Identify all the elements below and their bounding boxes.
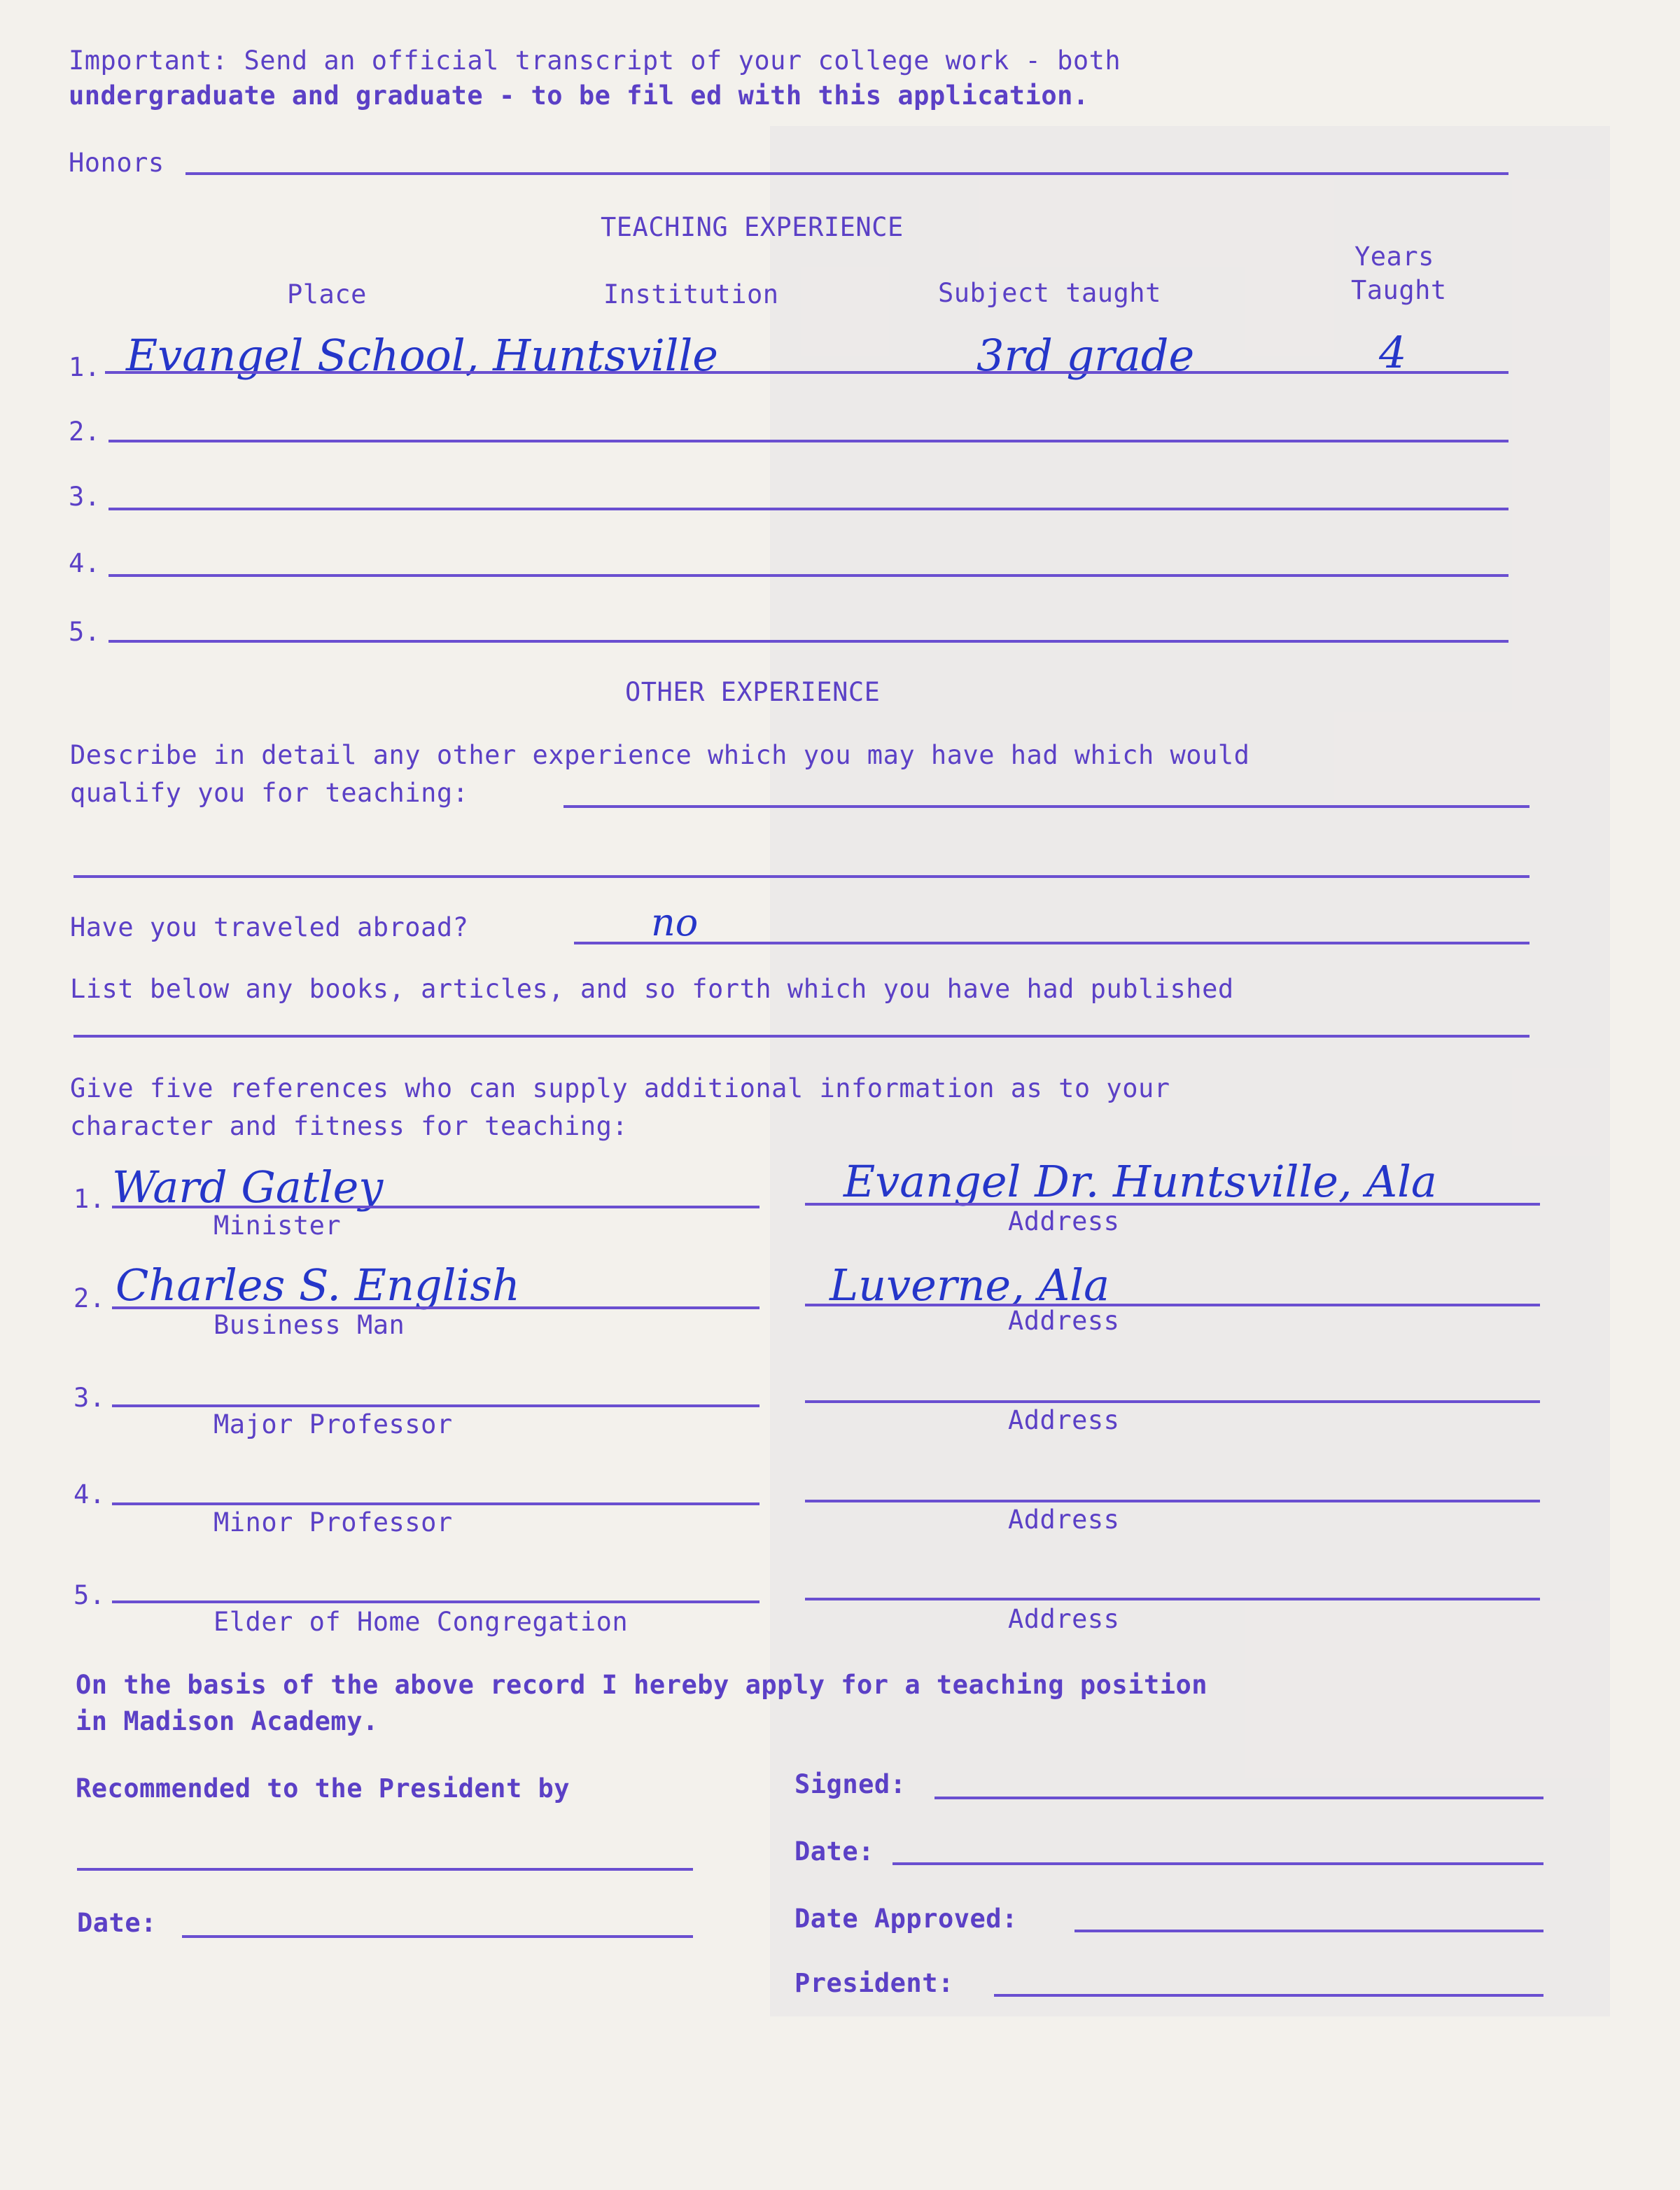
ref-4-num: 4. (74, 1479, 106, 1509)
ref-1-address: Evangel Dr. Huntsville, Ala (844, 1156, 1437, 1207)
abroad-line (574, 942, 1530, 944)
published-line (74, 1035, 1530, 1038)
other-describe-1: Describe in detail any other experience which you may have had which would (70, 740, 1250, 770)
date-label: Date: (77, 1908, 157, 1938)
teaching-row-5-num: 5. (69, 617, 101, 647)
date-right-label: Date: (794, 1836, 874, 1867)
teaching-row-2-num: 2. (69, 417, 101, 447)
other-describe-line-2 (74, 875, 1530, 878)
ref-5-num: 5. (74, 1580, 106, 1610)
signed-line (934, 1797, 1544, 1799)
col-years-2: Taught (1351, 275, 1447, 305)
ref-1-address-label: Address (1008, 1206, 1120, 1236)
ref-2-role: Business Man (214, 1310, 405, 1340)
abroad-answer: no (651, 900, 699, 944)
teaching-row-1-years: 4 (1379, 327, 1407, 378)
ref-4-role: Minor Professor (214, 1507, 453, 1537)
teaching-row-1-num: 1. (69, 352, 101, 382)
other-describe-2: qualify you for teaching: (70, 778, 469, 808)
ref-2-name: Charles S. English (115, 1260, 520, 1311)
ref-3-role: Major Professor (214, 1409, 453, 1439)
refs-intro-1: Give five references who can supply additional information as to your (70, 1073, 1170, 1103)
ref-2-address-label: Address (1008, 1306, 1120, 1336)
ref-4-address-label: Address (1008, 1505, 1120, 1535)
teaching-row-1-place: Evangel School, Huntsville (126, 330, 718, 381)
date-approved-line (1074, 1930, 1544, 1932)
ref-1-role: Minister (214, 1211, 342, 1241)
recommended-label: Recommended to the President by (76, 1773, 570, 1804)
date-line (182, 1935, 693, 1938)
col-place: Place (287, 279, 367, 309)
teaching-row-4-line (108, 574, 1508, 577)
notice-line-1: Important: Send an official transcript of your college work - both (69, 46, 1121, 76)
president-label: President: (794, 1968, 954, 1998)
ref-1-address-line (805, 1203, 1540, 1206)
ref-2-address-line (805, 1304, 1540, 1306)
president-line (994, 1994, 1544, 1997)
teaching-row-1-line (105, 371, 1508, 374)
teaching-row-5-line (108, 640, 1508, 643)
ref-5-role: Elder of Home Congregation (214, 1607, 629, 1637)
col-subject: Subject taught (938, 278, 1161, 308)
ref-1-num: 1. (74, 1184, 106, 1214)
teaching-row-4-num: 4. (69, 548, 101, 578)
honors-line (186, 172, 1508, 175)
teaching-row-2-line (108, 440, 1508, 442)
teaching-row-3-num: 3. (69, 482, 101, 512)
ref-5-name-line (112, 1600, 760, 1603)
ref-3-num: 3. (74, 1383, 106, 1413)
ref-1-name-line (112, 1206, 760, 1208)
notice-line-2: undergraduate and graduate - to be fil ed with this application. (69, 81, 1089, 111)
ref-5-address-line (805, 1598, 1540, 1600)
date-right-line (892, 1862, 1544, 1865)
application-line-2: in Madison Academy. (76, 1706, 379, 1736)
ref-3-address-label: Address (1008, 1405, 1120, 1435)
teaching-row-3-line (108, 508, 1508, 510)
col-years-1: Years (1354, 242, 1434, 272)
teaching-row-1-subject: 3rd grade (976, 330, 1195, 381)
abroad-label: Have you traveled abroad? (70, 912, 469, 942)
other-describe-line-1 (564, 805, 1530, 808)
published-label: List below any books, articles, and so forth which you have had published (70, 974, 1234, 1004)
recommended-line (77, 1868, 693, 1871)
signed-label: Signed: (794, 1769, 906, 1799)
ref-2-address: Luverne, Ala (830, 1260, 1110, 1311)
ref-2-name-line (112, 1306, 760, 1309)
refs-intro-2: character and fitness for teaching: (70, 1111, 629, 1141)
ref-5-address-label: Address (1008, 1604, 1120, 1634)
application-line-1: On the basis of the above record I hereby apply for a teaching position (76, 1670, 1208, 1700)
ref-3-address-line (805, 1400, 1540, 1403)
ref-2-num: 2. (74, 1283, 106, 1313)
other-title: OTHER EXPERIENCE (625, 677, 881, 707)
teaching-title: TEACHING EXPERIENCE (601, 212, 904, 242)
ref-4-address-line (805, 1500, 1540, 1502)
col-institution: Institution (603, 279, 779, 309)
honors-label: Honors (69, 148, 164, 178)
ref-1-name: Ward Gatley (112, 1162, 384, 1213)
date-approved-label: Date Approved: (794, 1904, 1018, 1934)
